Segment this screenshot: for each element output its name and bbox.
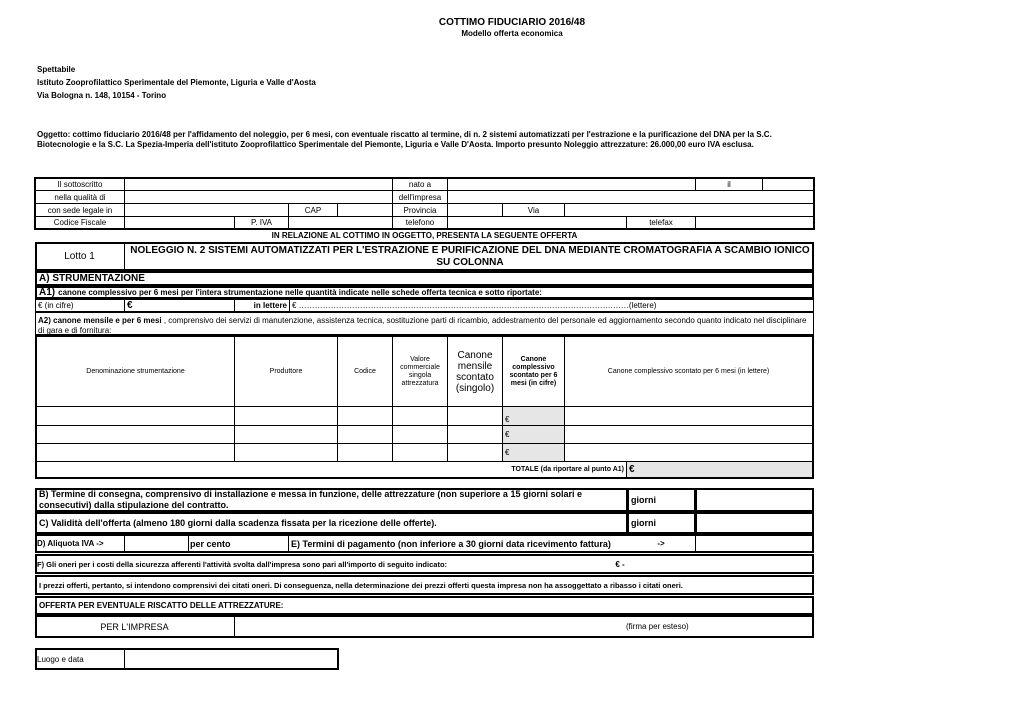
cell-canone-6-mesi[interactable]: € bbox=[502, 443, 565, 462]
header-valore: Valore commerciale singola attrezzatura bbox=[392, 336, 448, 407]
cell-valore[interactable] bbox=[392, 425, 448, 444]
f-text: F) Gli oneri per i costi della sicurezza afferenti l'attività svolta dall'impresa sono pari all'importo di seguito indicato: bbox=[37, 559, 448, 569]
a2-row bbox=[35, 312, 814, 335]
label-in-cifre: € (in cifre) bbox=[35, 299, 125, 312]
recipient-line-3: Via Bologna n. 148, 10154 - Torino bbox=[37, 91, 167, 100]
label-via: Via bbox=[502, 203, 565, 217]
field-in-lettere[interactable]: € ……………………………………………………………………………………………………….……(lettere) bbox=[289, 299, 814, 312]
subject-text: Oggetto: cottimo fiduciario 2016/48 per l'affidamento del noleggio, per 6 mesi, con eventuale riscatto al termine, di n. 2 sistemi automatizzati per l'estrazione e la purificazione del DNA per la S.C. Biotecnologie e la S.C. La Spezia-Imperia dell'istituto Zooprofilattico Sperimentale del Piemonte, Liguria e Valle D'Aosta. Importo presunto Noleggio attrezzature: 26.000,00 euro IVA esclusa. bbox=[37, 130, 772, 149]
relazione-text: IN RELAZIONE AL COTTIMO IN OGGETTO, PRESENTA LA SEGUENTE OFFERTA bbox=[271, 231, 578, 240]
cell-produttore[interactable] bbox=[234, 425, 338, 444]
totale-label: TOTALE (da riportare al punto A1) bbox=[36, 461, 627, 478]
lotto-label: Lotto 1 bbox=[35, 242, 125, 271]
e-field[interactable] bbox=[695, 534, 814, 553]
cell-codice[interactable] bbox=[337, 425, 393, 444]
per-impresa-label: PER L'IMPRESA bbox=[35, 615, 235, 638]
header-canone-lettere: Canone complessivo scontato per 6 mesi (in lettere) bbox=[564, 336, 813, 407]
cell-denominazione[interactable] bbox=[36, 425, 235, 444]
giorni-c-field[interactable] bbox=[695, 512, 814, 534]
document-subtitle: Modello offerta economica bbox=[461, 29, 563, 38]
recipient-line-2: Istituto Zooprofilattico Sperimentale del Piemonte, Liguria e Valle d'Aosta bbox=[37, 78, 316, 87]
label-telefax: telefax bbox=[626, 216, 696, 229]
a1-row bbox=[35, 286, 814, 299]
cell-denominazione[interactable] bbox=[36, 443, 235, 462]
header-canone-6-mesi: Canone complessivo scontato per 6 mesi (in cifre) bbox=[502, 336, 565, 407]
riscatto-text: OFFERTA PER EVENTUALE RISCATTO DELLE ATTREZZATURE: bbox=[35, 596, 814, 615]
a1-prefix: A1) bbox=[39, 287, 56, 298]
a2-text: , comprensivo dei servizi di manutenzione, assistenza tecnica, sostituzione parti di ricambio, addestramento del personale ed aggiornamento secondo quanto indicato nel disciplinare di gara e di fornitura: bbox=[38, 316, 807, 335]
label-cap: CAP bbox=[288, 203, 338, 217]
b-text: B) Termine di consegna, comprensivo di installazione e messa in funzione, delle attrezzature (non superiore a 15 giorni solari e consecutivi) dalla stipulazione del contratto. bbox=[35, 488, 628, 512]
label-in-lettere: in lettere bbox=[234, 299, 290, 312]
cell-canone-lettere[interactable] bbox=[564, 443, 813, 462]
label-il: il bbox=[695, 178, 763, 191]
cell-codice[interactable] bbox=[337, 406, 393, 426]
header-produttore: Produttore bbox=[234, 336, 338, 407]
cell-canone-lettere[interactable] bbox=[564, 425, 813, 444]
label-piva: P. IVA bbox=[234, 216, 289, 229]
cell-canone-mensile[interactable] bbox=[447, 406, 503, 426]
d-label: D) Aliquota IVA -> bbox=[35, 534, 125, 553]
label-impresa: dell'impresa bbox=[392, 190, 448, 204]
cell-canone-mensile[interactable] bbox=[447, 425, 503, 444]
recipient-line-1: Spettabile bbox=[37, 65, 76, 74]
a1-text: canone complessivo per 6 mesi per l'intera strumentazione nelle quantità indicate nelle schede offerta tecnica e sotto riportate: bbox=[58, 288, 542, 297]
c-text: C) Validità dell'offerta (almeno 180 giorni dalla scadenza fissata per la ricezione delle offerte). bbox=[35, 512, 628, 534]
firma-field[interactable] bbox=[234, 615, 814, 638]
cell-denominazione[interactable] bbox=[36, 406, 235, 426]
cell-canone-mensile[interactable] bbox=[447, 443, 503, 462]
label-sottoscritto: Il sottoscritto bbox=[35, 178, 125, 191]
cell-produttore[interactable] bbox=[234, 443, 338, 462]
cell-canone-6-mesi[interactable]: € bbox=[502, 406, 565, 426]
cell-codice[interactable] bbox=[337, 443, 393, 462]
header-denominazione: Denominazione strumentazione bbox=[36, 336, 235, 407]
luogo-label: Luogo e data bbox=[35, 648, 125, 670]
luogo-field[interactable] bbox=[124, 648, 339, 670]
cell-valore[interactable] bbox=[392, 443, 448, 462]
label-telefono: telefono bbox=[392, 216, 448, 229]
label-provincia: Provincia bbox=[392, 203, 448, 217]
giorni-b-label: giorni bbox=[627, 488, 696, 512]
giorni-c-label: giorni bbox=[627, 512, 696, 534]
e-arrow: -> bbox=[627, 534, 696, 553]
label-sede: con sede legale in bbox=[35, 203, 125, 217]
per-cento-label: per cento bbox=[188, 534, 289, 553]
cell-produttore[interactable] bbox=[234, 406, 338, 426]
header-canone-mensile-text: Canone mensile scontato (singolo) bbox=[455, 349, 495, 394]
totale-field[interactable]: € bbox=[626, 461, 813, 478]
f-euro[interactable]: € - bbox=[615, 559, 625, 569]
field-in-cifre[interactable]: € bbox=[124, 299, 235, 312]
label-nato-a: nato a bbox=[392, 178, 448, 191]
header-canone-mensile bbox=[447, 336, 503, 407]
prezzi-text: I prezzi offerti, pertanto, si intendono comprensivi dei citati oneri. Di conseguenza, nella determinazione dei prezzi offerti questa impresa non ha assoggettato a ribasso i citati oneri. bbox=[35, 575, 814, 595]
a2-bold: A2) canone mensile e per 6 mesi bbox=[38, 316, 162, 325]
header-codice: Codice bbox=[337, 336, 393, 407]
cell-canone-6-mesi[interactable]: € bbox=[502, 425, 565, 444]
section-a-title: A) STRUMENTAZIONE bbox=[35, 271, 814, 286]
lotto-title: NOLEGGIO N. 2 SISTEMI AUTOMATIZZATI PER L'ESTRAZIONE E PURIFICAZIONE DEL DNA MEDIANTE CROMATOGRAFIA A SCAMBIO IONICO SU COLONNA bbox=[130, 245, 810, 268]
giorni-b-field[interactable] bbox=[695, 488, 814, 512]
label-qualita: nella qualità di bbox=[35, 190, 125, 204]
e-text: E) Termini di pagamento (non inferiore a 30 giorni data ricevimento fattura) bbox=[291, 538, 611, 549]
cell-canone-lettere[interactable] bbox=[564, 406, 813, 426]
firma-label: (firma per esteso) bbox=[626, 622, 689, 631]
identity-frame bbox=[34, 177, 815, 230]
d-field[interactable] bbox=[124, 534, 189, 553]
document-title: COTTIMO FIDUCIARIO 2016/48 bbox=[438, 17, 586, 28]
label-codice-fiscale: Codice Fiscale bbox=[35, 216, 125, 229]
cell-valore[interactable] bbox=[392, 406, 448, 426]
